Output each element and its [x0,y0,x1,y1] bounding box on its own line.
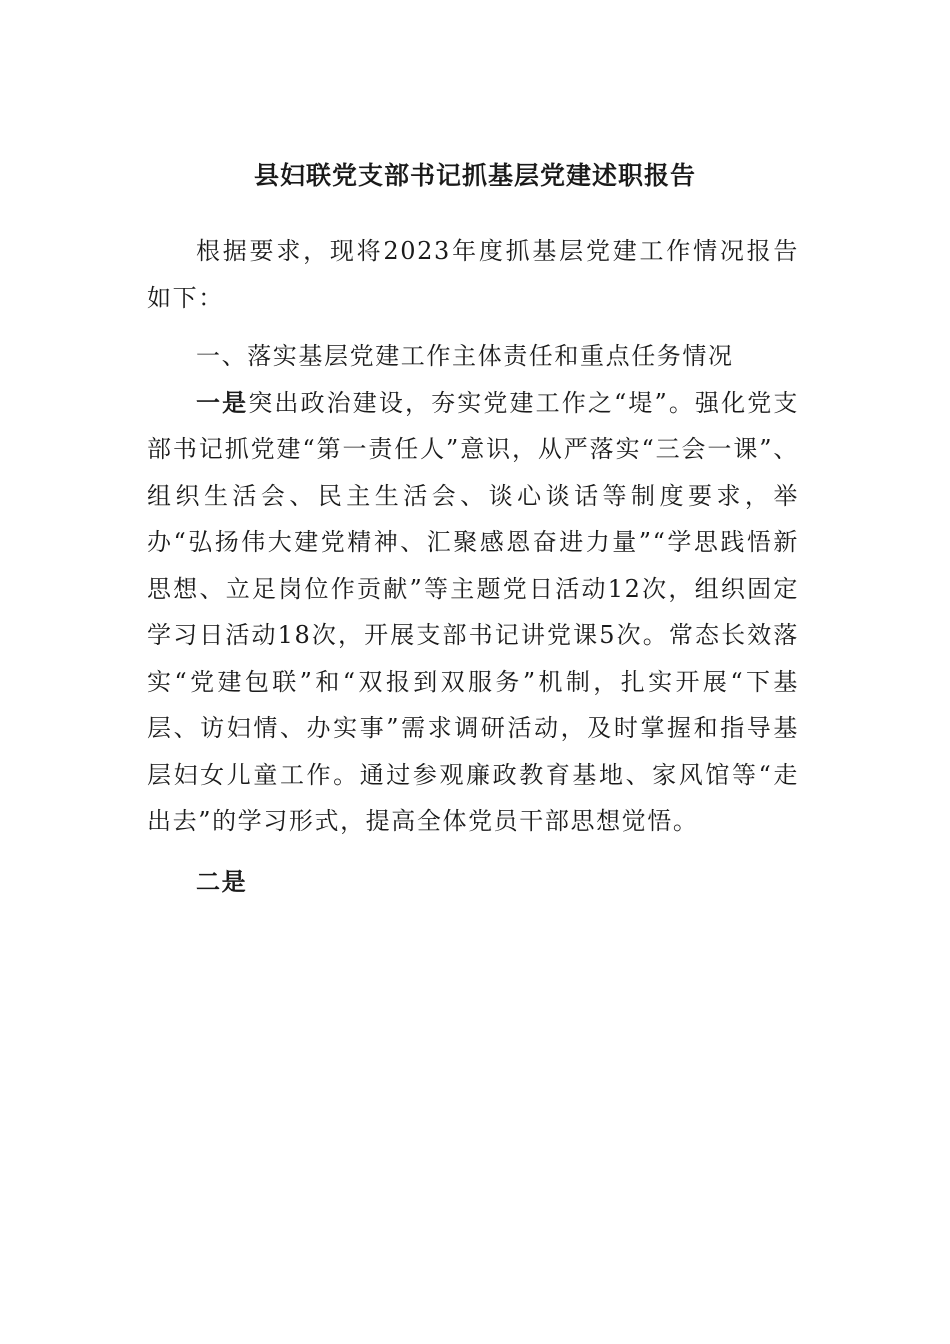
document-body [147,228,799,905]
item-one-text: 突出政治建设，夯实党建工作之“堤”。强化党支部书记抓党建“第一责任人”意识，从严落实“三会一课”、组织生活会、民主生活会、谈心谈话等制度要求，举办“弘扬伟大建党精神、汇聚感恩奋进力量”“学思践悟新思想、立足岗位作贡献”等主题党日活动12次，组织固定学习日活动18次，开展支部书记讲党课5次。常态长效落实“党建包联”和“双报到双服务”机制，扎实开展“下基层、访妇情、办实事”需求调研活动，及时掌握和指导基层妇女儿童工作。通过参观廉政教育基地、家风馆等“走出去”的学习形式，提高全体党员干部思想觉悟。 [147,388,799,835]
section-heading: 一、落实基层党建工作主体责任和重点任务情况 [196,342,734,370]
item-one-lead: 一是 [196,387,249,417]
item-one-paragraph [147,380,799,845]
paragraph-spacer [147,321,799,333]
item-two-lead: 二是 [196,866,248,896]
document-title: 县妇联党支部书记抓基层党建述职报告 [253,161,696,190]
intro-paragraph: 根据要求，现将2023年度抓基层党建工作情况报告如下： [147,237,799,312]
item-two-paragraph [147,859,799,906]
paragraph-spacer [147,845,799,859]
